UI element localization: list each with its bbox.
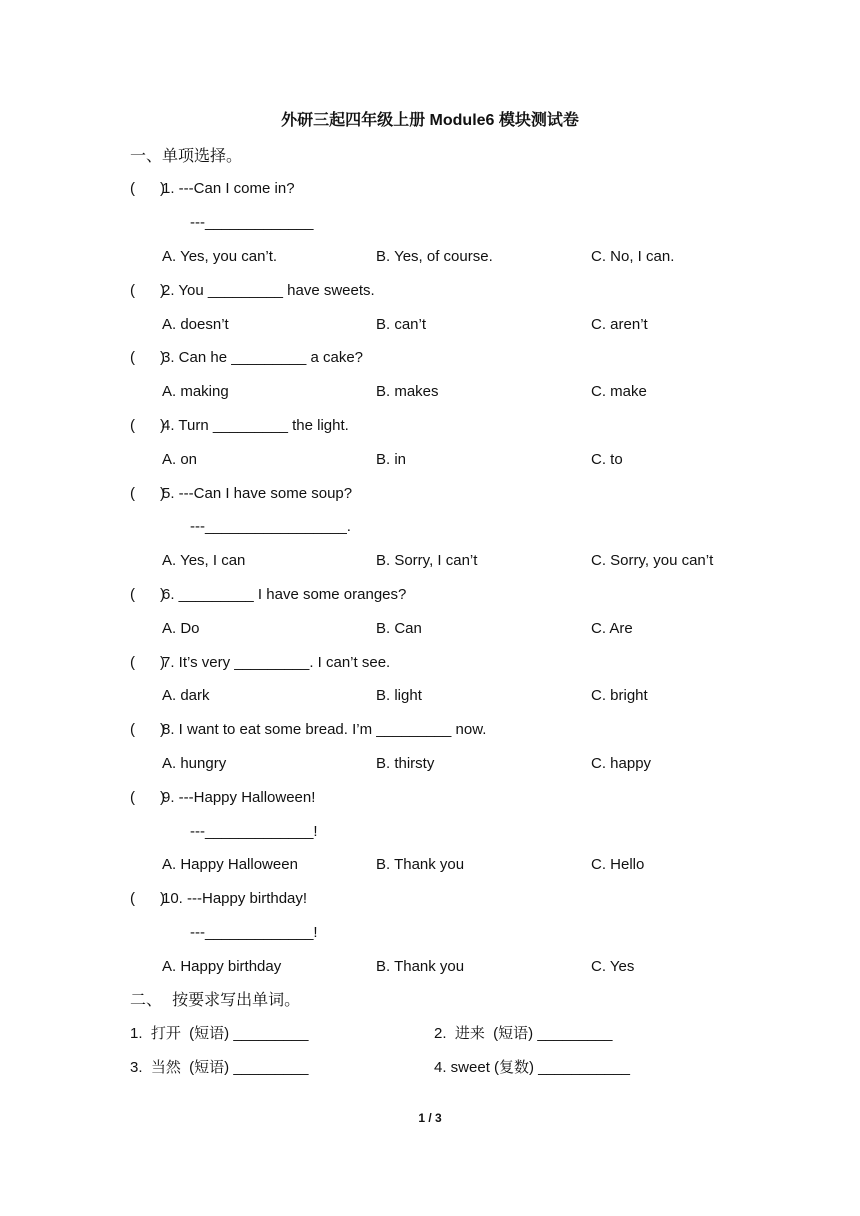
option-b: B. light	[376, 687, 422, 704]
option-c: C. to	[591, 451, 623, 468]
answer-parenthesis: ( )	[130, 417, 165, 434]
section-heading-2: 二、 按要求写出单词。	[130, 990, 301, 1009]
answer-parenthesis: ( )	[130, 282, 165, 299]
option-b: B. can’t	[376, 316, 427, 333]
option-c: C. happy	[591, 755, 652, 772]
option-a: A. Do	[162, 620, 200, 637]
answer-parenthesis: ( )	[130, 721, 165, 738]
option-b: B. Yes, of course.	[376, 248, 493, 265]
option-b: B. Thank you	[376, 856, 465, 873]
option-a: A. on	[162, 451, 198, 468]
question-text: 4. Turn _________ the light.	[162, 417, 349, 434]
word-item: 2. 进来 (短语) _________	[434, 1025, 613, 1042]
answer-parenthesis: ( )	[130, 654, 165, 671]
option-c: C. bright	[591, 687, 648, 704]
answer-parenthesis: ( )	[130, 789, 165, 806]
option-b: B. thirsty	[376, 755, 435, 772]
option-c: C. No, I can.	[591, 248, 675, 265]
question-text: 3. Can he _________ a cake?	[162, 349, 363, 366]
question-text: 5. ---Can I have some soup?	[162, 485, 353, 502]
option-a: A. Happy birthday	[162, 958, 282, 975]
option-a: A. Yes, you can’t.	[162, 248, 278, 265]
answer-parenthesis: ( )	[130, 890, 165, 907]
option-a: A. doesn’t	[162, 316, 229, 333]
option-a: A. Happy Halloween	[162, 856, 298, 873]
answer-parenthesis: ( )	[130, 180, 165, 197]
word-item: 4. sweet (复数) ___________	[434, 1059, 630, 1076]
question-text: 9. ---Happy Halloween!	[162, 789, 316, 806]
option-c: C. Hello	[591, 856, 645, 873]
answer-blank-line: ---_____________	[190, 214, 314, 231]
option-b: B. Thank you	[376, 958, 465, 975]
question-text: 10. ---Happy birthday!	[162, 890, 308, 907]
option-a: A. dark	[162, 687, 210, 704]
answer-parenthesis: ( )	[130, 349, 165, 366]
option-b: B. makes	[376, 383, 439, 400]
option-c: C. make	[591, 383, 647, 400]
page-title: 外研三起四年级上册 Module6 模块测试卷	[281, 112, 579, 129]
answer-parenthesis: ( )	[130, 586, 165, 603]
option-a: A. Yes, I can	[162, 552, 246, 569]
option-b: B. in	[376, 451, 407, 468]
word-item: 1. 打开 (短语) _________	[130, 1025, 309, 1042]
word-item: 3. 当然 (短语) _________	[130, 1059, 309, 1076]
answer-parenthesis: ( )	[130, 485, 165, 502]
option-c: C. aren’t	[591, 316, 648, 333]
option-b: B. Sorry, I can’t	[376, 552, 478, 569]
answer-blank-line: ---_____________!	[190, 823, 318, 840]
option-c: C. Sorry, you can’t	[591, 552, 714, 569]
page-number: 1 / 3	[418, 1111, 442, 1125]
answer-blank-line: ---_________________.	[190, 518, 351, 535]
question-text: 2. You _________ have sweets.	[162, 282, 375, 299]
section-heading-1: 一、单项选择。	[130, 146, 243, 165]
option-a: A. hungry	[162, 755, 227, 772]
question-text: 1. ---Can I come in?	[162, 180, 295, 197]
option-c: C. Are	[591, 620, 633, 637]
option-b: B. Can	[376, 620, 422, 637]
question-text: 7. It’s very _________. I can’t see.	[162, 654, 391, 671]
answer-blank-line: ---_____________!	[190, 924, 318, 941]
question-text: 6. _________ I have some oranges?	[162, 586, 407, 603]
option-a: A. making	[162, 383, 229, 400]
option-c: C. Yes	[591, 958, 635, 975]
question-text: 8. I want to eat some bread. I’m _________ now.	[162, 721, 487, 738]
